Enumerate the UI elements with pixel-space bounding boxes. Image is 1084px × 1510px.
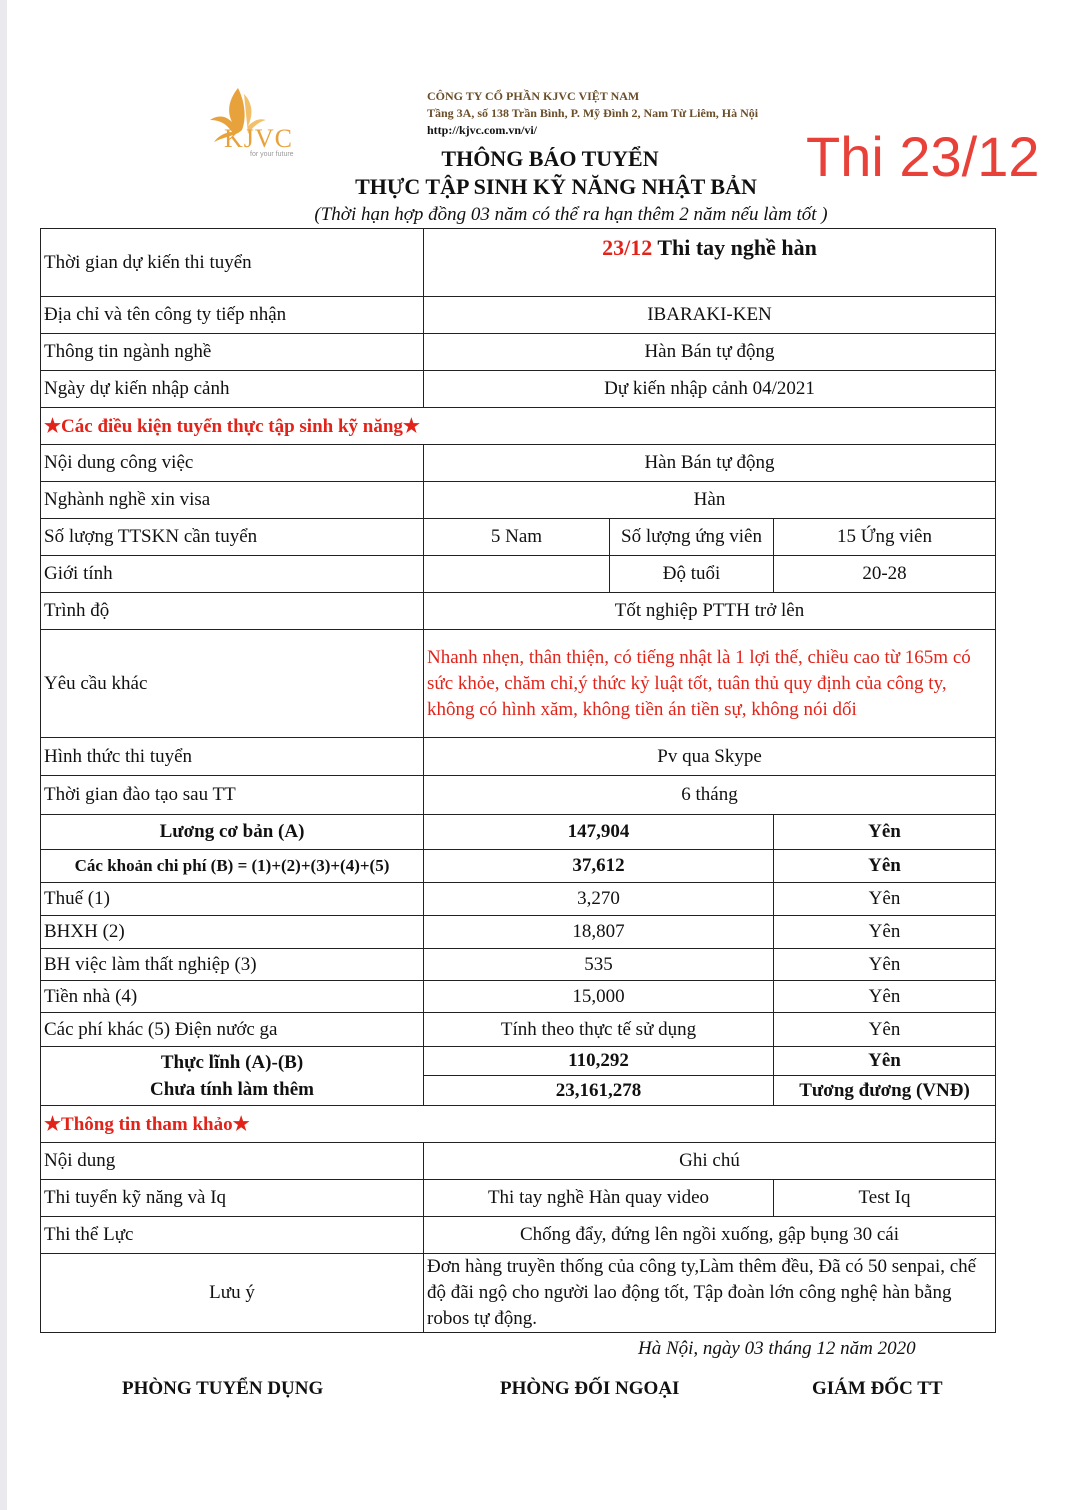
net-salary-label: Thực lĩnh (A)-(B) [160,1052,304,1073]
salary-row [41,815,996,850]
table-row [41,1180,996,1217]
age-label: Độ tuổi [610,556,774,593]
table-row [41,776,996,815]
table-row [41,556,996,593]
note-value: Đơn hàng truyền thống của công ty,Làm thêm đều, Đã có 50 senpai, chế độ đãi ngộ cho người lao động tốt, Tập đoàn lớn công nghệ hàn bằng robos tự động. [424,1254,996,1333]
salary-row [41,916,996,949]
job-value: Hàn Bán tự động [424,445,996,482]
social-insurance-label: BHXH (2) [41,916,424,949]
salary-row [41,883,996,916]
subtitle: (Thời hạn hợp đồng 03 năm có thể ra hạn thêm 2 năm nếu làm tốt ) [314,204,828,225]
net-salary-label-cell [41,1047,424,1106]
candidates-value: 15 Ứng viên [774,519,996,556]
exam-note: Thi 23/12 [806,125,1040,188]
salary-row [41,1013,996,1047]
company-url: http://kjvc.com.vn/vi/ [427,123,537,137]
net-salary-sublabel: Chưa tính làm thêm [150,1079,314,1100]
skill-test-value: Thi tay nghề Hàn quay video [424,1180,774,1217]
social-insurance-value: 18,807 [424,916,774,949]
section-conditions: ★Các điều kiện tuyển thực tập sinh kỹ năng★ [41,408,996,445]
costs-value: 37,612 [424,850,774,883]
logo-tagline: for your future [250,151,294,158]
gender-label: Giới tính [41,556,424,593]
section-row [41,408,996,445]
age-value: 20-28 [774,556,996,593]
signature-director: GIÁM ĐỐC TT [812,1378,943,1399]
salary-row [41,949,996,981]
net-salary-vnd-value: 23,161,278 [424,1076,774,1106]
education-label: Trình độ [41,593,424,630]
table-row [41,482,996,519]
other-fees-label: Các phí khác (5) Điện nước ga [41,1013,424,1047]
tax-unit: Yên [774,883,996,916]
housing-label: Tiền nhà (4) [41,981,424,1013]
costs-unit: Yên [774,850,996,883]
signature-foreign-affairs: PHÒNG ĐỐI NGOẠI [500,1378,680,1399]
exam-time-cell [424,229,996,297]
content-label: Nội dung [41,1143,424,1180]
note-label: Lưu ý [41,1254,424,1333]
skill-test-label: Thi tuyển kỹ năng và Iq [41,1180,424,1217]
table-row [41,1254,996,1333]
industry-value: Hàn Bán tự động [424,334,996,371]
exam-time-value: Thi tay nghề hàn [652,235,817,260]
physical-test-label: Thi thể Lực [41,1217,424,1254]
table-row [41,1143,996,1180]
table-row [41,738,996,776]
exam-form-value: Pv qua Skype [424,738,996,776]
table-row [41,229,996,297]
candidates-label: Số lượng ứng viên [610,519,774,556]
base-salary-value: 147,904 [424,815,774,850]
training-label: Thời gian đào tạo sau TT [41,776,424,815]
section-row [41,1106,996,1143]
gender-value [424,556,610,593]
issue-date: Hà Nội, ngày 03 tháng 12 năm 2020 [638,1338,916,1359]
net-salary-vnd-unit: Tương đương (VNĐ) [774,1076,996,1106]
housing-unit: Yên [774,981,996,1013]
quantity-value: 5 Nam [424,519,610,556]
base-salary-label: Lương cơ bản (A) [41,815,424,850]
visa-label: Nghành nghề xin visa [41,482,424,519]
job-label: Nội dung công việc [41,445,424,482]
exam-time-date: 23/12 [602,235,653,260]
recruitment-table [40,228,996,1333]
table-row [41,371,996,408]
company-label: Địa chỉ và tên công ty tiếp nhận [41,297,424,334]
costs-label: Các khoản chi phí (B) = (1)+(2)+(3)+(4)+(5) [41,850,424,883]
table-row [41,445,996,482]
other-fees-value: Tính theo thực tế sử dụng [424,1013,774,1047]
table-row [41,334,996,371]
salary-row [41,981,996,1013]
base-salary-unit: Yên [774,815,996,850]
title-line1: THÔNG BÁO TUYỂN [441,146,659,171]
page-edge [0,0,7,1510]
exam-form-label: Hình thức thi tuyển [41,738,424,776]
iq-test-value: Test Iq [774,1180,996,1217]
table-row [41,630,996,738]
entry-value: Dự kiến nhập cảnh 04/2021 [424,371,996,408]
tax-label: Thuế (1) [41,883,424,916]
quantity-label: Số lượng TTSKN cần tuyển [41,519,424,556]
salary-row [41,1047,996,1076]
table-row [41,1217,996,1254]
unemployment-insurance-unit: Yên [774,949,996,981]
physical-test-value: Chống đẩy, đứng lên ngồi xuống, gập bụng 30 cái [424,1217,996,1254]
unemployment-insurance-label: BH việc làm thất nghiệp (3) [41,949,424,981]
education-value: Tốt nghiệp PTTH trở lên [424,593,996,630]
entry-label: Ngày dự kiến nhập cảnh [41,371,424,408]
logo-text: KJVC [224,124,294,153]
tax-value: 3,270 [424,883,774,916]
industry-label: Thông tin ngành nghề [41,334,424,371]
table-row [41,519,996,556]
exam-time-label: Thời gian dự kiến thi tuyển [41,229,424,297]
housing-value: 15,000 [424,981,774,1013]
other-fees-unit: Yên [774,1013,996,1047]
unemployment-insurance-value: 535 [424,949,774,981]
signature-recruitment: PHÒNG TUYỂN DỤNG [122,1378,324,1399]
visa-value: Hàn [424,482,996,519]
other-requirements-label: Yêu cầu khác [41,630,424,738]
net-salary-value: 110,292 [424,1047,774,1076]
table-row [41,297,996,334]
title-line2: THỰC TẬP SINH KỸ NĂNG NHẬT BẢN [355,174,757,199]
net-salary-unit: Yên [774,1047,996,1076]
social-insurance-unit: Yên [774,916,996,949]
salary-row [41,850,996,883]
company-info [427,88,758,139]
company-value: IBARAKI-KEN [424,297,996,334]
content-value: Ghi chú [424,1143,996,1180]
company-name: CÔNG TY CỔ PHẦN KJVC VIỆT NAM [427,89,640,103]
other-requirements-value: Nhanh nhẹn, thân thiện, có tiếng nhật là 1 lợi thế, chiều cao từ 165m có sức khỏe, chăm chỉ,ý thức kỷ luật tốt, tuân thủ quy định của công ty, không có hình xăm, không tiền án tiền sự, không nói dối [424,630,996,738]
section-reference: ★Thông tin tham khảo★ [41,1106,996,1143]
table-row [41,593,996,630]
training-value: 6 tháng [424,776,996,815]
company-address: Tầng 3A, số 138 Trần Bình, P. Mỹ Đình 2, Nam Từ Liêm, Hà Nội [427,106,759,120]
